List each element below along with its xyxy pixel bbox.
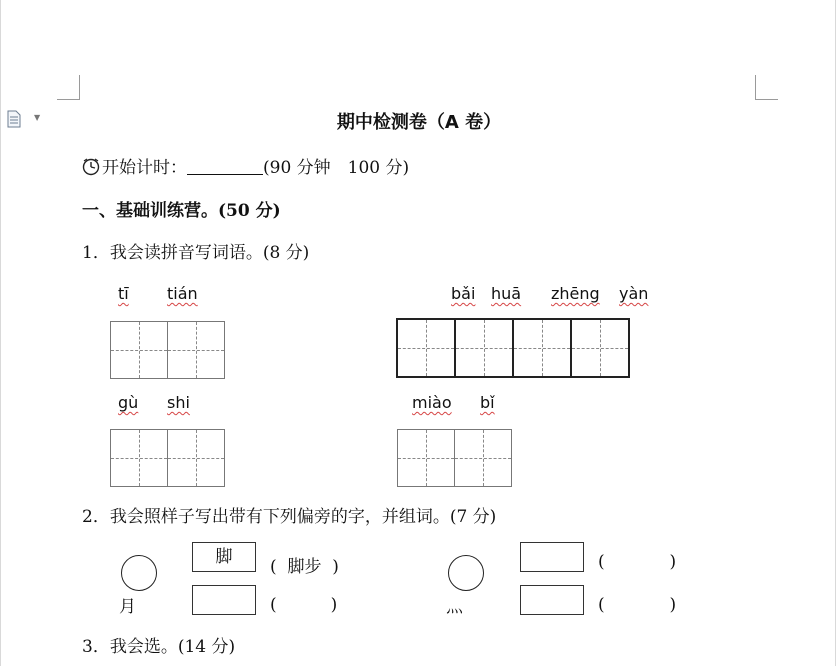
writing-grid [397, 429, 511, 487]
pinyin: tián [167, 284, 198, 303]
char-answer-box[interactable] [192, 585, 256, 615]
radical-label: 灬 [446, 597, 463, 617]
page-title: 期中检测卷（A 卷） [336, 112, 502, 133]
writing-grid [396, 318, 628, 378]
pinyin: bǐ [480, 393, 495, 412]
writing-grid [110, 321, 224, 379]
tian-zi-cell[interactable] [167, 429, 225, 487]
crop-mark-left [57, 75, 80, 100]
radical-label: 月 [119, 597, 136, 617]
pinyin: yàn [619, 284, 649, 303]
tian-zi-cell[interactable] [167, 321, 225, 379]
pinyin: gù [118, 393, 139, 412]
start-time-line [82, 153, 409, 178]
pinyin: zhēng [551, 284, 600, 303]
pinyin: tī [118, 284, 129, 303]
question-2: 2．我会照样子写出带有下列偏旁的字，并组词。(7 分) [82, 507, 497, 527]
pinyin: miào [412, 393, 452, 412]
word-answer-blank[interactable]: ( ) [598, 552, 677, 572]
tian-zi-cell[interactable] [397, 429, 455, 487]
pinyin: huā [491, 284, 522, 303]
tian-zi-cell[interactable] [570, 318, 630, 378]
tian-zi-cell[interactable] [110, 321, 168, 379]
example-word: ( 脚步 ) [270, 557, 339, 577]
example-char-box: 脚 [192, 542, 256, 572]
tian-zi-cell[interactable] [110, 429, 168, 487]
tian-zi-cell[interactable] [454, 429, 512, 487]
question-1: 1．我会读拼音写词语。(8 分) [82, 243, 310, 263]
chevron-down-icon[interactable]: ▼ [34, 113, 41, 122]
char-answer-box[interactable] [520, 585, 584, 615]
answer-circle[interactable] [448, 555, 484, 591]
crop-mark-right [755, 75, 778, 100]
word-answer-blank[interactable]: ( ) [598, 595, 677, 615]
question-3: 3．我会选。(14 分) [82, 637, 236, 657]
answer-circle[interactable] [121, 555, 157, 591]
pinyin: bǎi [451, 284, 476, 303]
start-time-blank [187, 158, 263, 175]
word-answer-blank[interactable]: ( ) [270, 595, 338, 615]
tian-zi-cell[interactable] [454, 318, 514, 378]
page-left-edge [0, 0, 1, 666]
tian-zi-cell[interactable] [512, 318, 572, 378]
clock-icon [82, 158, 100, 176]
time-score-info: (90 分钟 100 分) [263, 158, 410, 178]
writing-grid [110, 429, 224, 487]
section-heading: 一、基础训练营。(50 分) [82, 201, 281, 221]
tian-zi-cell[interactable] [396, 318, 456, 378]
page-right-edge [835, 0, 836, 666]
pinyin: shi [167, 393, 190, 412]
char-answer-box[interactable] [520, 542, 584, 572]
start-time-label: 开始计时： [102, 158, 187, 178]
